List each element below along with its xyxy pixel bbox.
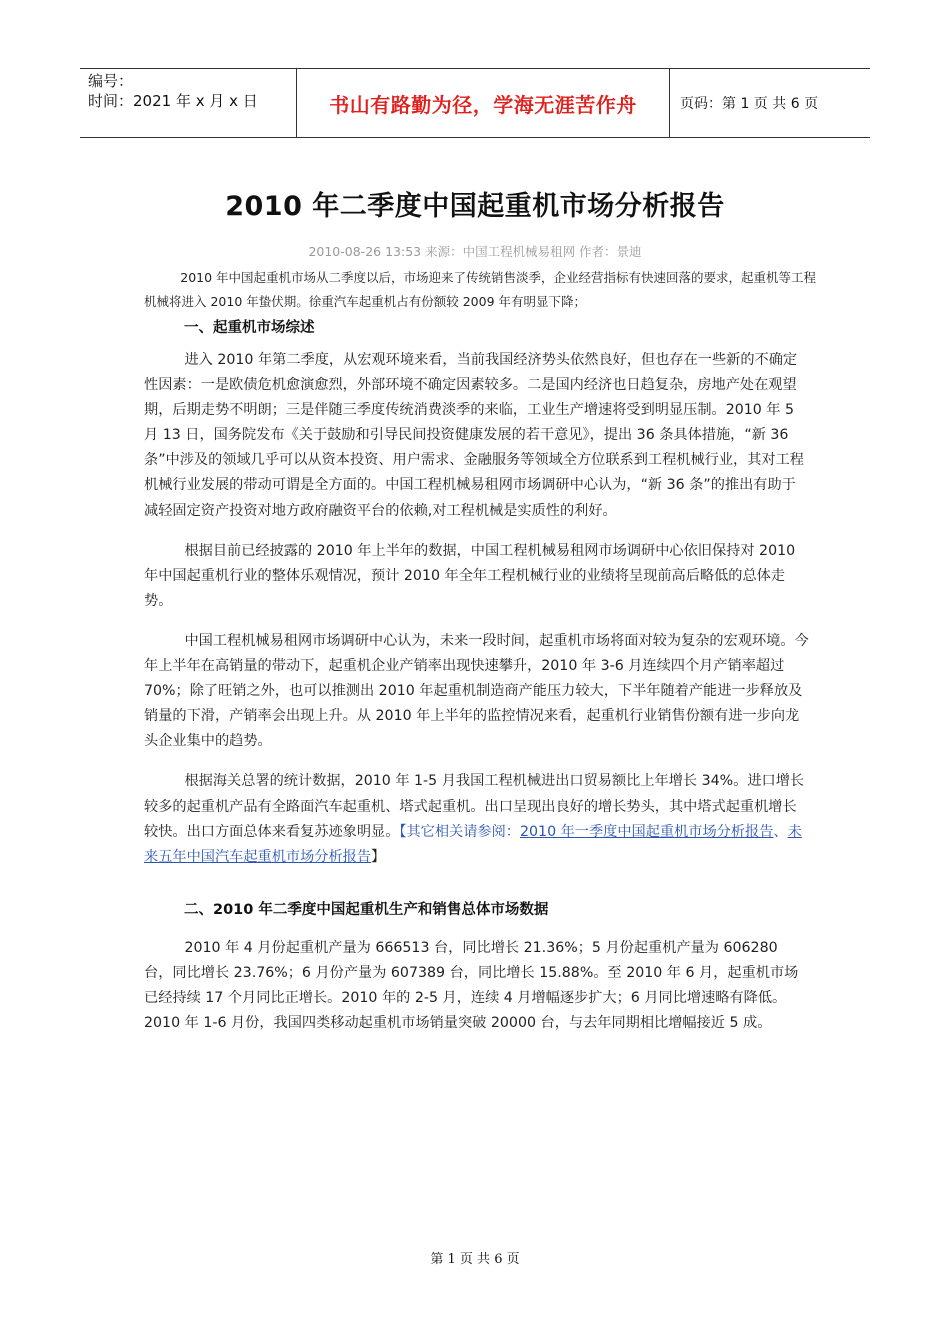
- paragraph-6: 2010 年 1-6 月份，我国四类移动起重机市场销量突破 20000 台，与去年同期相比增幅接近 5 成。: [144, 1015, 772, 1032]
- page-footer: 第 1 页 共 6 页: [430, 1252, 520, 1267]
- number-label: 编号：: [88, 72, 134, 90]
- document-header: [80, 68, 870, 138]
- page-title: 2010 年二季度中国起重机市场分析报告: [225, 191, 725, 222]
- time-label: 时间：2021 年 x 月 x 日: [88, 92, 258, 110]
- intro-paragraph: 2010 年中国起重机市场从二季度以后，市场迎来了传统销售淡季，企业经营指标有快速回落的要求，起重机等工程机械将进入 2010 年蛰伏期。徐重汽车起重机占有份额较 2009 年有明显下降；: [144, 270, 817, 309]
- related-link-five-year-report[interactable]: 未来五年中国汽车起重机市场分析报告: [144, 823, 802, 865]
- header-page-info: 页码：第 1 页 共 6 页: [680, 96, 819, 112]
- header-left-cell: [80, 69, 296, 137]
- related-link-q1-report[interactable]: 2010 年一季度中国起重机市场分析报告: [519, 823, 774, 840]
- paragraph-1: 进入 2010 年第二季度，从宏观环境来看，当前我国经济势头依然良好，但也存在一些新的不确定性因素：一是欧债危机愈演愈烈，外部环境不确定因素较多。二是国内经济也日趋复杂，房地产处在观望期，后期走势不明朗；三是伴随三季度传统消费淡季的来临，工业生产增速将受到明显压制。2010 年 5 月 13 日，国务院发布《关于鼓励和引导民间投资健康发展的若干意见》，提出 36 条具体措施，“新 36 条”中涉及的领域几乎可以从资本投资、用户需求、金融服务等领域全方位联系到工程机械行业，其对工程机械行业发展的带动可谓是全方面的。中国工程机械易租网市场调研中心认为，“新 36 条”的推出有助于减轻固定资产投资对地方政府融资平台的依赖,对工程机械是实质性的利好。: [144, 352, 804, 519]
- paragraph-3: 中国工程机械易租网市场调研中心认为，未来一段时间，起重机市场将面对较为复杂的宏观环境。今年上半年在高销量的带动下，起重机企业产销率出现快速攀升，2010 年 3-6 月连续四个月产销率超过 70%；除了旺销之外，也可以推测出 2010 年起重机制造商产能压力较大，下半年随着产能进一步释放及销量的下滑，产销率会出现上升。从 2010 年上半年的监控情况来看，起重机行业销售份额有进一步向龙头企业集中的趋势。: [144, 632, 809, 750]
- related-separator: 、: [773, 823, 788, 840]
- header-slogan: 书山有路勤为径，学海无涯苦作舟: [296, 69, 670, 137]
- article-meta: 2010-08-26 13:53 来源：中国工程机械易租网 作者：景迪: [308, 244, 642, 259]
- related-prefix: 【其它相关请参阅：: [399, 823, 520, 840]
- paragraph-4-text: 根据海关总署的统计数据，2010 年 1-5 月我国工程机械进出口贸易额比上年增长 34%。进口增长较多的起重机产品有全路面汽车起重机、塔式起重机。出口呈现出良好的增长势头，其中塔式起重机增长较快。出口方面总体来看复苏迹象明显。: [144, 773, 805, 840]
- section-1-heading: 一、起重机市场综述: [184, 320, 315, 336]
- related-suffix: 】: [371, 848, 386, 865]
- paragraph-2: 根据目前已经披露的 2010 年上半年的数据，中国工程机械易租网市场调研中心依旧保持对 2010 年中国起重机行业的整体乐观情况，预计 2010 年全年工程机械行业的业绩将呈现前高后略低的总体走势。: [144, 542, 796, 609]
- paragraph-4: [144, 769, 810, 869]
- intro-summary: [144, 266, 820, 314]
- section-2-heading: 二、2010 年二季度中国起重机生产和销售总体市场数据: [184, 901, 549, 918]
- paragraph-5: 2010 年 4 月份起重机产量为 666513 台，同比增长 21.36%；5 月份起重机产量为 606280 台，同比增长 23.76%；6 月份产量为 607389 台，同比增长 15.88%。至 2010 年 6 月，起重机市场已经持续 17 个月同比正增长。2010 年的 2-5 月，连续 4 月增幅逐步扩大；6 月同比增速略有降低。: [144, 939, 799, 1007]
- article-body: [144, 348, 810, 1036]
